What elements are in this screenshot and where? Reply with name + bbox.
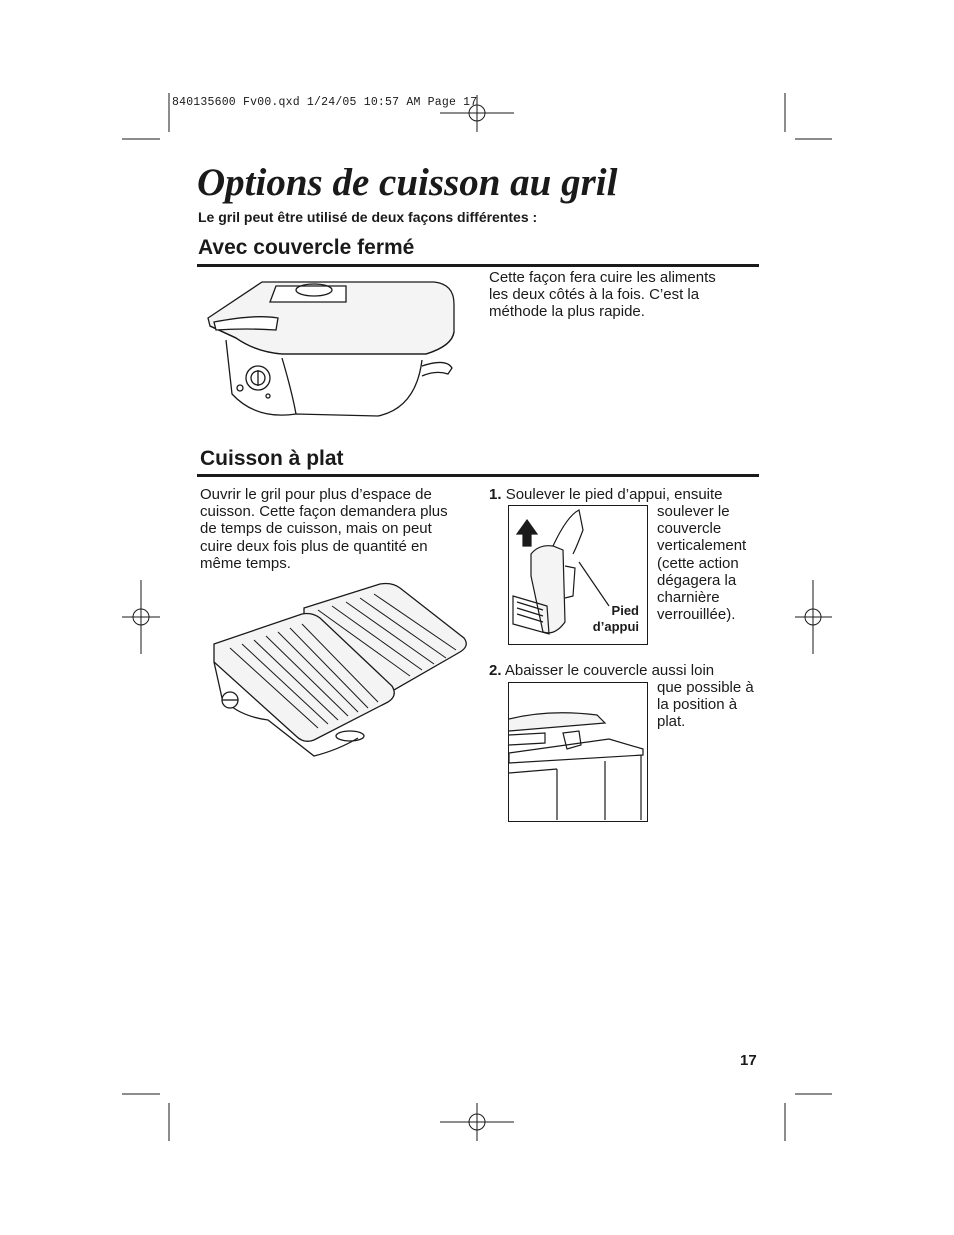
up-arrow-icon [517, 520, 537, 546]
step-1-lead-text: Soulever le pied d’appui, ensuite [505, 486, 723, 503]
section-text-closed: Cette façon fera cuire les aliments les deux côtés à la fois. C’est la méthode la plus rapide. [489, 269, 716, 321]
section-rule-closed [197, 264, 759, 267]
page-title: Options de cuisson au gril [197, 161, 618, 204]
registration-mark-left [122, 580, 160, 654]
caption-line-2: d’appui [592, 619, 639, 634]
grill-closed-illustration [196, 274, 462, 430]
page-number: 17 [740, 1052, 757, 1069]
registration-mark-right [795, 580, 832, 654]
step-2-lead [489, 662, 714, 679]
section-text-flat: Ouvrir le gril pour plus d’espace de cuisson. Cette façon demandera plus de temps de cuisson, mais on peut cuire deux fois plus de quantité en même temps. [200, 486, 448, 572]
grill-open-illustration [208, 580, 470, 762]
step-2-lead-text: Abaisser le couvercle aussi loin [504, 662, 715, 679]
pied-dappui-caption [593, 603, 639, 635]
registration-mark-bottom [440, 1103, 514, 1141]
caption-line-1: Pied [611, 603, 639, 618]
step-1-text: soulever le couvercle verticalement (cette action dégagera la charnière verrouillée). [657, 503, 747, 624]
step-2-illustration [508, 682, 648, 822]
section-heading-flat: Cuisson à plat [200, 447, 344, 470]
step-1-illustration [508, 505, 648, 645]
lower-lid-drawing [509, 683, 646, 820]
step-2-number: 2. [489, 662, 502, 679]
file-slug: 840135600 Fv00.qxd 1/24/05 10:57 AM Page 17 [172, 96, 478, 109]
section-rule-flat [197, 474, 759, 477]
page-subtitle: Le gril peut être utilisé de deux façons différentes : [198, 209, 538, 225]
step-1-lead [489, 486, 723, 503]
section-heading-closed: Avec couvercle fermé [198, 236, 415, 259]
step-2-text: que possible à la position à plat. [657, 679, 754, 731]
step-1-number: 1. [489, 486, 502, 503]
